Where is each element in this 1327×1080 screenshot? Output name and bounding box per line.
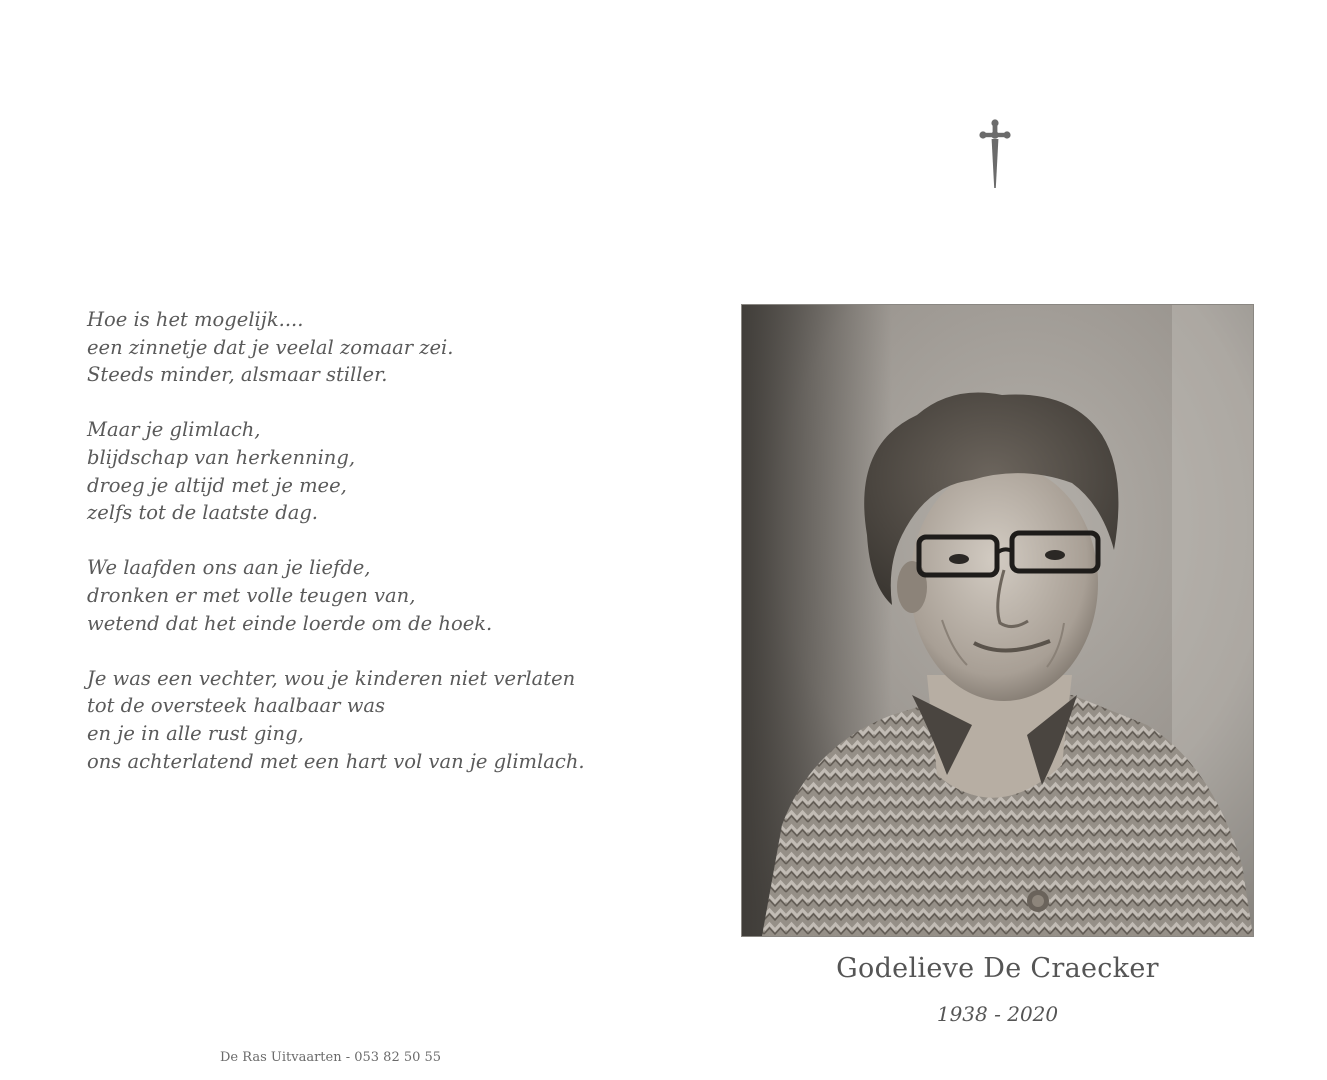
poem-stanza — [87, 416, 647, 526]
life-dates: 1938 - 2020 — [936, 1002, 1059, 1026]
poem-line: en je in alle rust ging, — [87, 721, 304, 745]
funeral-home-credit: De Ras Uitvaarten - 053 82 50 55 — [220, 1050, 442, 1065]
poem-line: We laafden ons aan je liefde, — [87, 556, 371, 580]
poem-stanza — [87, 554, 647, 637]
poem-stanza — [87, 665, 647, 775]
poem-line: blijdschap van herkenning, — [87, 445, 356, 469]
poem-line: Steeds minder, alsmaar stiller. — [87, 363, 388, 387]
poem-line: zelfs tot de laatste dag. — [87, 501, 319, 525]
poem-line: Maar je glimlach, — [87, 418, 261, 442]
deceased-name: Godelieve De Craecker — [836, 953, 1159, 984]
poem-line: een zinnetje dat je veelal zomaar zei. — [87, 335, 454, 359]
poem-line: Hoe is het mogelijk.... — [87, 308, 304, 331]
poem-line: ons achterlatend met een hart vol van je glimlach. — [87, 749, 585, 773]
poem-line: Je was een vechter, wou je kinderen niet verlaten — [87, 666, 576, 690]
poem-stanza — [87, 306, 647, 389]
memorial-poem — [87, 306, 647, 775]
poem-line: droeg je altijd met je mee, — [87, 473, 347, 497]
poem-line: wetend dat het einde loerde om de hoek. — [87, 611, 493, 635]
poem-line: dronken er met volle teugen van, — [87, 583, 416, 607]
cross-icon — [978, 118, 1012, 190]
portrait-photo — [741, 304, 1254, 937]
poem-line: tot de oversteek haalbaar was — [87, 694, 386, 718]
